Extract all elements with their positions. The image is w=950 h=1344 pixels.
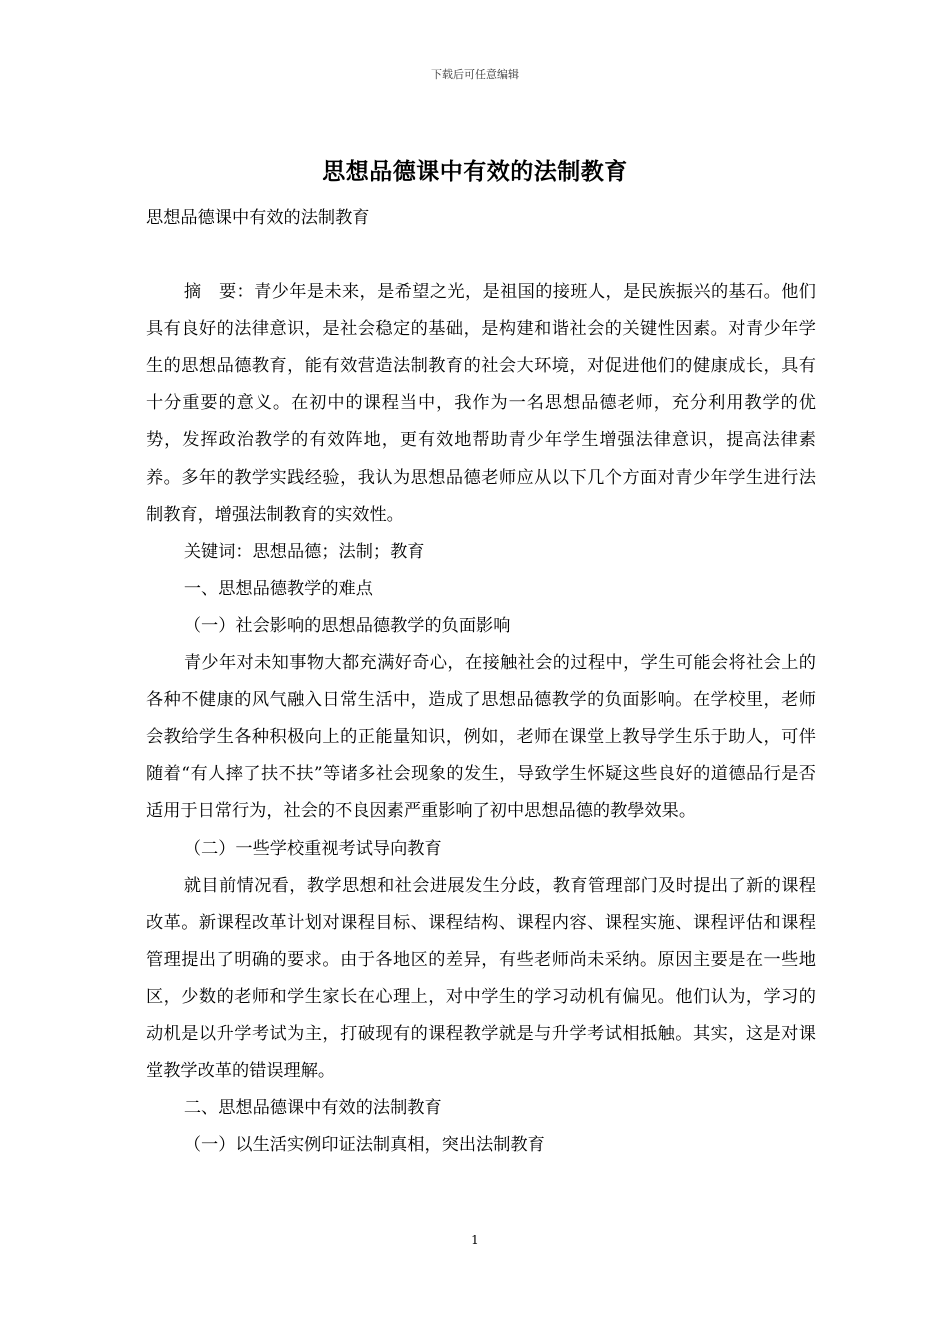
paragraph-1-1: 青少年对未知事物大都充满好奇心，在接触社会的过程中，学生可能会将社会上的各种不健康的风气融入日常生活中，造成了思想品德教学的负面影响。在学校里，老师会教给学生各种积极向上的正能量知识，例如，老师在课堂上教导学生乐于助人，可伴随着“有人摔了扶不扶”等诸多社会现象的发生，导致学生怀疑这些良好的道德品行是否适用于日常行为，社会的不良因素严重影响了初中思想品德的教學效果。	[146, 653, 816, 822]
section-heading-2: 二、思想品德课中有效的法制教育	[183, 1098, 442, 1119]
subsection-heading-1-2: （二）一些学校重视考试导向教育	[183, 838, 442, 859]
document-title: 思想品德课中有效的法制教育	[322, 158, 628, 185]
subtitle-line: 思想品德课中有效的法制教育	[146, 208, 370, 228]
keywords-line: 关键词：思想品德；法制；教育	[183, 541, 425, 562]
page-number: 1	[471, 1233, 479, 1247]
subsection-heading-1-1: （一）社会影响的思想品德教学的负面影响	[183, 615, 511, 636]
abstract-paragraph: 摘 要：青少年是未来，是希望之光，是祖国的接班人，是民族振兴的基石。他们具有良好的法律意识，是社会稳定的基础，是构建和谐社会的关键性因素。对青少年学生的思想品德教育，能有效营造法制教育的社会大环境，对促进他们的健康成长，具有十分重要的意义。在初中的课程当中，我作为一名思想品德老师，充分利用教学的优势，发挥政治教学的有效阵地，更有效地帮助青少年学生增强法律意识，提高法律素养。多年的教学实践经验，我认为思想品德老师应从以下几个方面对青少年学生进行法制教育，增强法制教育的实效性。	[146, 282, 816, 525]
document-body	[146, 200, 816, 1164]
subsection-heading-2-1: （一）以生活实例印证法制真相，突出法制教育	[183, 1135, 545, 1156]
section-heading-1: 一、思想品德教学的难点	[183, 578, 373, 599]
paragraph-1-2: 就目前情况看，教学思想和社会进展发生分歧，教育管理部门及时提出了新的课程改革。新课程改革计划对课程目标、课程结构、课程内容、课程实施、课程评估和课程管理提出了明确的要求。由于各地区的差异，有些老师尚未采纳。原因主要是在一些地区，少数的老师和学生家长在心理上，对中学生的学习动机有偏见。他们认为，学习的动机是以升学考试为主，打破现有的课程教学就是与升学考试相抵触。其实，这是对课堂教学改革的错误理解。	[146, 875, 816, 1082]
blank-line	[146, 237, 816, 274]
header-note: 下载后可任意编辑	[431, 68, 519, 81]
